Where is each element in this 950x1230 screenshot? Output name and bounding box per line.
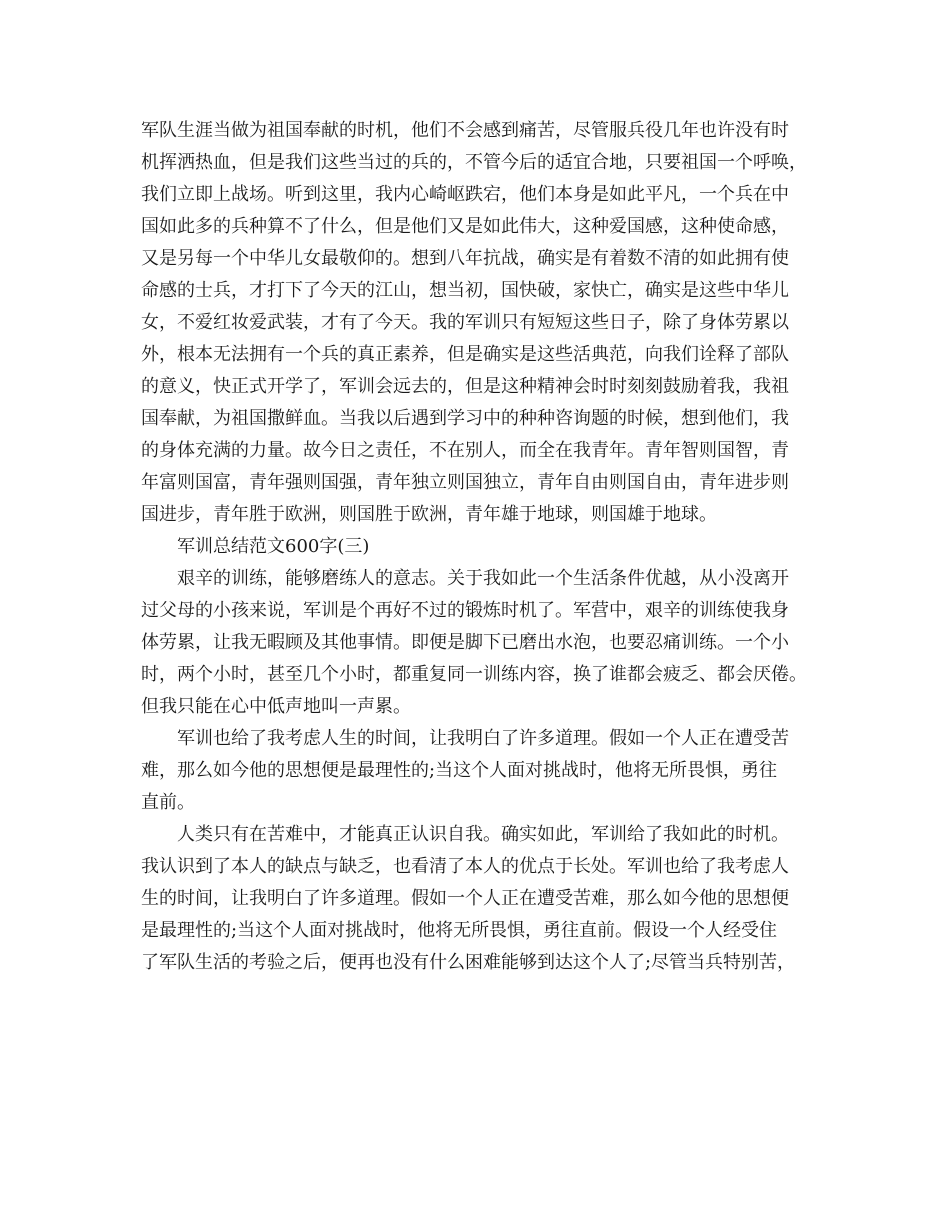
text-line: 又是另每一个中华儿女最敬仰的。想到八年抗战，确实是有着数不清的如此拥有使	[141, 248, 789, 269]
paragraph-continuation	[141, 115, 823, 531]
text-line: 命感的士兵，才打下了今天的江山，想当初，国快破，家快亡，确实是这些中华儿	[141, 280, 789, 301]
text-line: 时，两个小时，甚至几个小时，都重复同一训练内容，换了谁都会疲乏、都会厌倦。	[141, 664, 807, 685]
text-line: 体劳累，让我无暇顾及其他事情。即便是脚下已磨出水泡，也要忍痛训练。一个小	[141, 632, 789, 653]
text-line: 难，那么如今他的思想便是最理性的;当这个人面对挑战时，他将无所畏惧，勇往	[141, 760, 778, 781]
text-line: 是最理性的;当这个人面对挑战时，他将无所畏惧，勇往直前。假设一个人经受住	[141, 920, 778, 941]
paragraph-training	[141, 563, 823, 723]
text-line: 的意义，快正式开学了，军训会远去的，但是这种精神会时时刻刻鼓励着我，我祖	[141, 376, 789, 397]
text-line: 女，不爱红妆爱武装，才有了今天。我的军训只有短短这些日子，除了身体劳累以	[141, 312, 789, 333]
text-line: 国如此多的兵种算不了什么，但是他们又是如此伟大，这种爱国感，这种使命感，	[141, 216, 789, 237]
text-line: 机挥洒热血，但是我们这些当过的兵的，不管今后的适宜合地，只要祖国一个呼唤，	[141, 152, 807, 173]
text-line: 年富则国富，青年强则国强，青年独立则国独立，青年自由则国自由，青年进步则	[141, 472, 789, 493]
section-heading: 军训总结范文600字(三)	[177, 536, 370, 557]
text-line: 国进步，青年胜于欧洲，则国胜于欧洲，青年雄于地球，则国雄于地球。	[141, 504, 717, 525]
text-line: 了军队生活的考验之后，便再也没有什么困难能够到达这个人了;尽管当兵特别苦，	[141, 952, 796, 973]
text-line: 我们立即上战场。听到这里，我内心崎岖跌宕，他们本身是如此平凡，一个兵在中	[141, 184, 789, 205]
text-line: 直前。	[141, 792, 195, 813]
text-line: 的身体充满的力量。故今日之责任，不在别人，而全在我青年。青年智则国智，青	[141, 440, 789, 461]
text-line: 人类只有在苦难中，才能真正认识自我。确实如此，军训给了我如此的时机。	[177, 824, 789, 845]
text-line: 国奉献，为祖国撒鲜血。当我以后遇到学习中的种种咨询题的时候，想到他们，我	[141, 408, 789, 429]
text-line: 外，根本无法拥有一个兵的真正素养，但是确实是这些活典范，向我们诠释了部队	[141, 344, 789, 365]
paragraph-self-knowledge	[141, 819, 823, 979]
text-line: 军训也给了我考虑人生的时间，让我明白了许多道理。假如一个人正在遭受苦	[177, 728, 789, 749]
paragraph-reflection	[141, 723, 823, 819]
document-body	[141, 115, 823, 979]
text-line: 但我只能在心中低声地叫一声累。	[141, 696, 411, 717]
text-line: 过父母的小孩来说，军训是个再好不过的锻炼时机了。军营中，艰辛的训练使我身	[141, 600, 789, 621]
text-line: 艰辛的训练，能够磨练人的意志。关于我如此一个生活条件优越，从小没离开	[177, 568, 789, 589]
text-line: 我认识到了本人的缺点与缺乏，也看清了本人的优点于长处。军训也给了我考虑人	[141, 856, 789, 877]
text-line: 生的时间，让我明白了许多道理。假如一个人正在遭受苦难，那么如今他的思想便	[141, 888, 789, 909]
text-line: 军队生涯当做为祖国奉献的时机，他们不会感到痛苦，尽管服兵役几年也许没有时	[141, 120, 789, 141]
